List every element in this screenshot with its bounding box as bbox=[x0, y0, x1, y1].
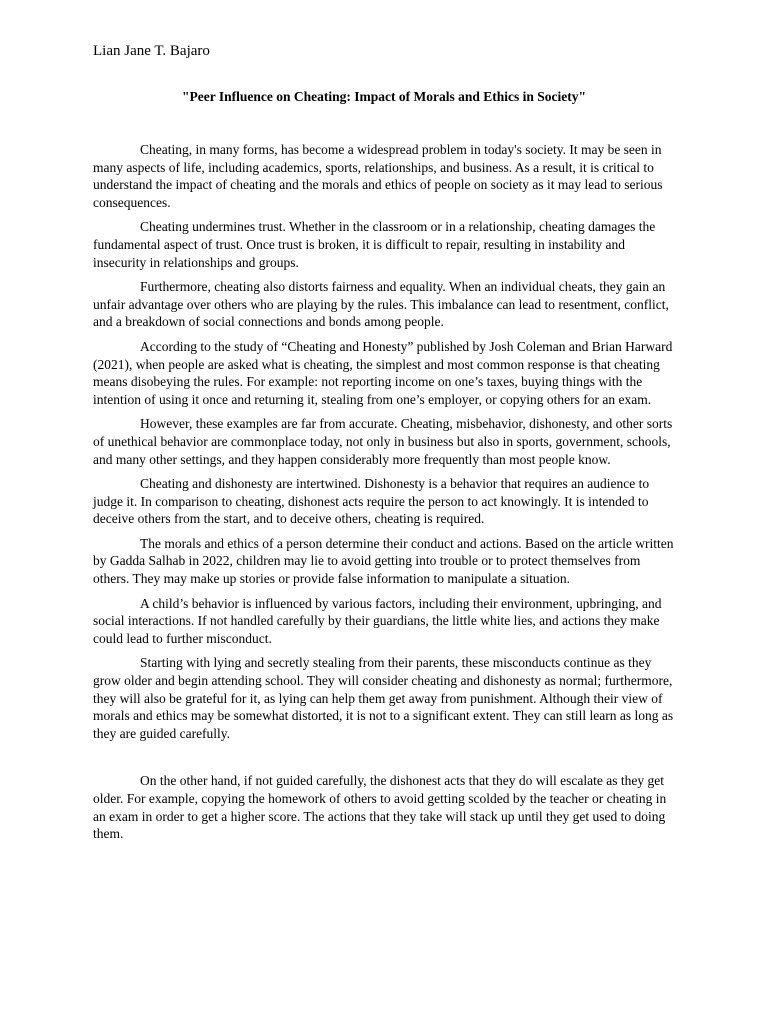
paragraph: On the other hand, if not guided carefully, the dishonest acts that they do will escalate as they get older. For example, copying the homework of others to avoid getting scolded by the teacher or cheating in an exam in order to get a higher score. The actions that they take will stack up until they get used to doing them. bbox=[93, 773, 667, 842]
paragraph: Cheating, in many forms, has become a widespread problem in today's society. It may be seen in many aspects of life, including academics, sports, relationships, and business. As a result, it is critical to understand the impact of cheating and the morals and ethics of people on society as it may lead to serious consequences. bbox=[93, 142, 663, 210]
author-name: Lian Jane T. Bajaro bbox=[93, 43, 210, 59]
paragraph: A child’s behavior is influenced by various factors, including their environment, upbringing, and social interactions. If not handled carefully by their guardians, the little white lies, and actions they make could lead to further misconduct. bbox=[93, 595, 662, 646]
paragraph: Cheating undermines trust. Whether in the classroom or in a relationship, cheating damages the fundamental aspect of trust. Once trust is broken, it is difficult to repair, resulting in instability and insecurity in relationships and groups. bbox=[93, 219, 656, 270]
paragraph: Cheating and dishonesty are intertwined. Dishonesty is a behavior that requires an audience to judge it. In comparison to cheating, dishonest acts require the person to act knowingly. It is intended to deceive others from the start, and to deceive others, cheating is required. bbox=[93, 476, 650, 527]
paragraph: Starting with lying and secretly stealing from their parents, these misconducts continue as they grow older and begin attending school. They will consider cheating and dishonesty as normal; furthermore, they will also be grateful for it, as lying can help them get away from punishment. Although their view of morals and ethics may be somewhat distorted, it is not to a significant extent. They can still learn as long as they are guided carefully. bbox=[93, 655, 674, 741]
paragraph: The morals and ethics of a person determine their conduct and actions. Based on the article written by Gadda Salhab in 2022, children may lie to avoid getting into trouble or to protect themselves from others. They may make up stories or provide false information to manipulate a situation. bbox=[93, 535, 674, 587]
document-title: "Peer Influence on Cheating: Impact of Morals and Ethics in Society" bbox=[182, 89, 586, 104]
paragraph: However, these examples are far from accurate. Cheating, misbehavior, dishonesty, and other sorts of unethical behavior are commonplace today, not only in business but also in sports, government, schools, and many other settings, and they happen considerably more frequently than most people know. bbox=[93, 416, 673, 467]
paragraph: Furthermore, cheating also distorts fairness and equality. When an individual cheats, they gain an unfair advantage over others who are playing by the rules. This imbalance can lead to resentment, conflict, and a breakdown of social connections and bonds among people. bbox=[93, 279, 669, 330]
paragraph: According to the study of “Cheating and Honesty” published by Josh Coleman and Brian Harward (2021), when people are asked what is cheating, the simplest and most common response is that cheating means disobeying the rules. For example: not reporting income on one’s taxes, buying things with the intention of using it once and returning it, stealing from one’s employer, or copying others for an exam. bbox=[93, 338, 673, 407]
document-body bbox=[93, 141, 675, 850]
